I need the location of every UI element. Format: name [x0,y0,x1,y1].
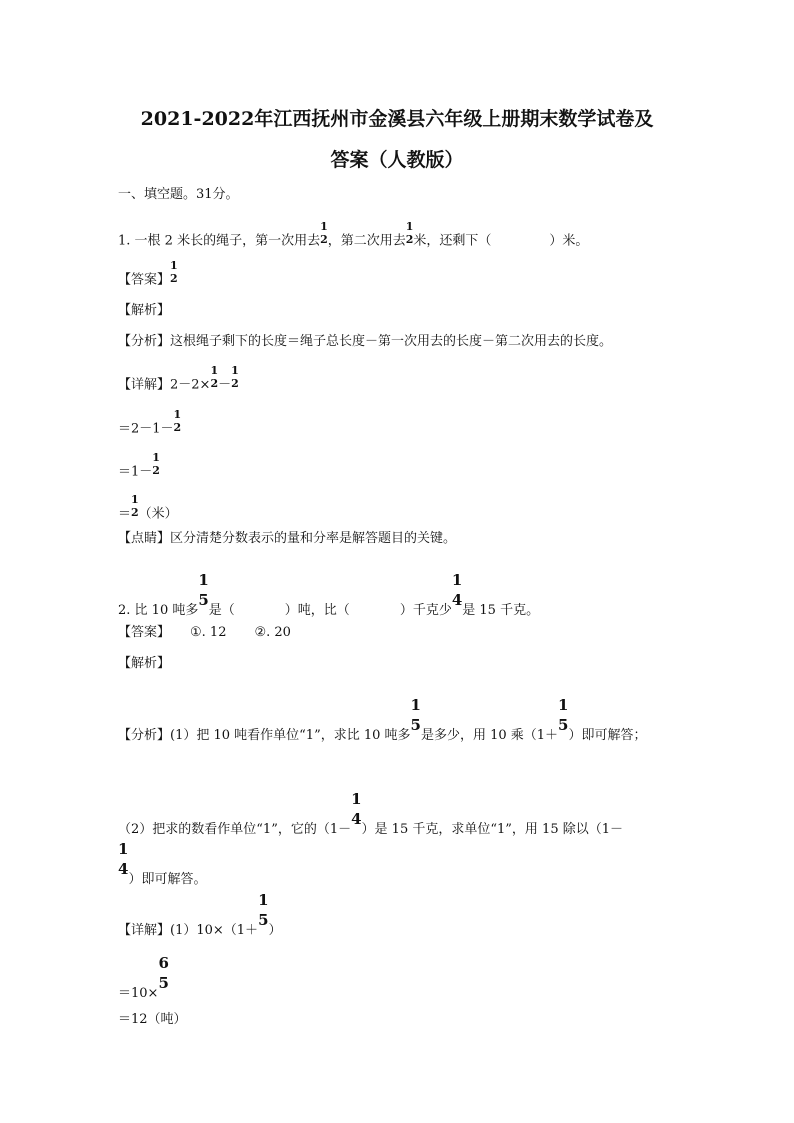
q1-detail-fraction-2: 1 2 [231,364,239,390]
q2-answer-1: ①. 12 [190,625,227,640]
q1-detail-fraction-1: 1 2 [210,364,219,390]
q2-detail-1: 【详解】(1）10×（1＋ 1 5 ） [118,891,282,938]
q2-analysis-2-cont: 1 4 ）即可解答。 [118,840,207,887]
q1-step-2: ＝2－1－ 1 2 [118,408,182,437]
q2-analysis-1: 【分析】(1）把 10 吨看作单位“1”，求比 10 吨多 1 5 是多少，用 10 乘（1＋ 1 5 ）即可解答； [118,696,647,743]
q1-step3-fraction: 1 2 [152,451,160,477]
q2-detail1-fraction: 1 5 [258,891,269,929]
section-heading: 一、填空题。31分。 [118,187,239,202]
q1-text-3: 米，还剩下（ [413,233,492,249]
q2-analysis1-fraction-1: 1 5 [410,696,421,734]
document-title-line2: 答案（人教版） [330,149,464,171]
q1-fraction-1: 1 2 [320,220,328,246]
q2-analysis2-fraction-1: 1 4 [351,790,362,828]
q1-detail: 【详解】2－2× 1 2 － 1 2 [118,364,239,393]
q2-detail-2: ＝10× 6 5 [118,954,169,1001]
q1-fraction-2: 1 2 [405,220,414,246]
q2-analysis1-fraction-2: 1 5 [558,696,569,734]
q1-text-2: ，第二次用去 [327,233,406,249]
q2-analysis-2: （2）把求的数看作单位“1”，它的（1－ 1 4 ）是 15 千克，求单位“1”，用 15 除以（1－ [118,790,623,837]
q2-analysis2-fraction-2: 1 4 [118,840,129,878]
q1-analysis: 【分析】这根绳子剩下的长度＝绳子总长度－第一次用去的长度－第二次用去的长度。 [118,334,613,349]
q2-detail2-fraction: 6 5 [158,954,169,992]
q1-answer-fraction: 1 2 [170,259,178,285]
q1-step4-fraction: 1 2 [131,493,139,519]
q1-text-1: 1. 一根 2 米长的绳子，第一次用去 [118,233,321,249]
q1-answer [118,259,178,292]
document-title-line1: 2021-2022年江西抚州市金溪县六年级上册期末数学试卷及 [140,108,654,130]
answer-label: 【答案】 [118,272,171,288]
q2-answer-2: ②. 20 [254,625,291,640]
q1-step-4: ＝ 1 2 （米） [118,493,178,522]
q2-detail-3: ＝12（吨） [118,1012,187,1027]
q1-text-4: ）米。 [549,233,589,249]
q2-jiexi: 【解析】 [118,656,171,671]
q2-fraction-2: 1 4 [451,571,463,609]
question-1 [118,220,589,253]
q1-jiexi: 【解析】 [118,303,171,318]
q2-fraction-1: 1 5 [198,571,209,609]
q1-key-point: 【点睛】区分清楚分数表示的量和分率是解答题目的关键。 [118,531,457,546]
q1-step2-fraction: 1 2 [173,408,182,434]
q1-step-3: ＝1－ 1 2 [118,451,160,480]
q2-answer: 【答案】 ①. 12 ②. 20 [118,625,291,640]
question-2: 2. 比 10 吨多 1 5 是（ ）吨，比（ ）千克少 1 4 是 15 千克。 [118,571,540,618]
